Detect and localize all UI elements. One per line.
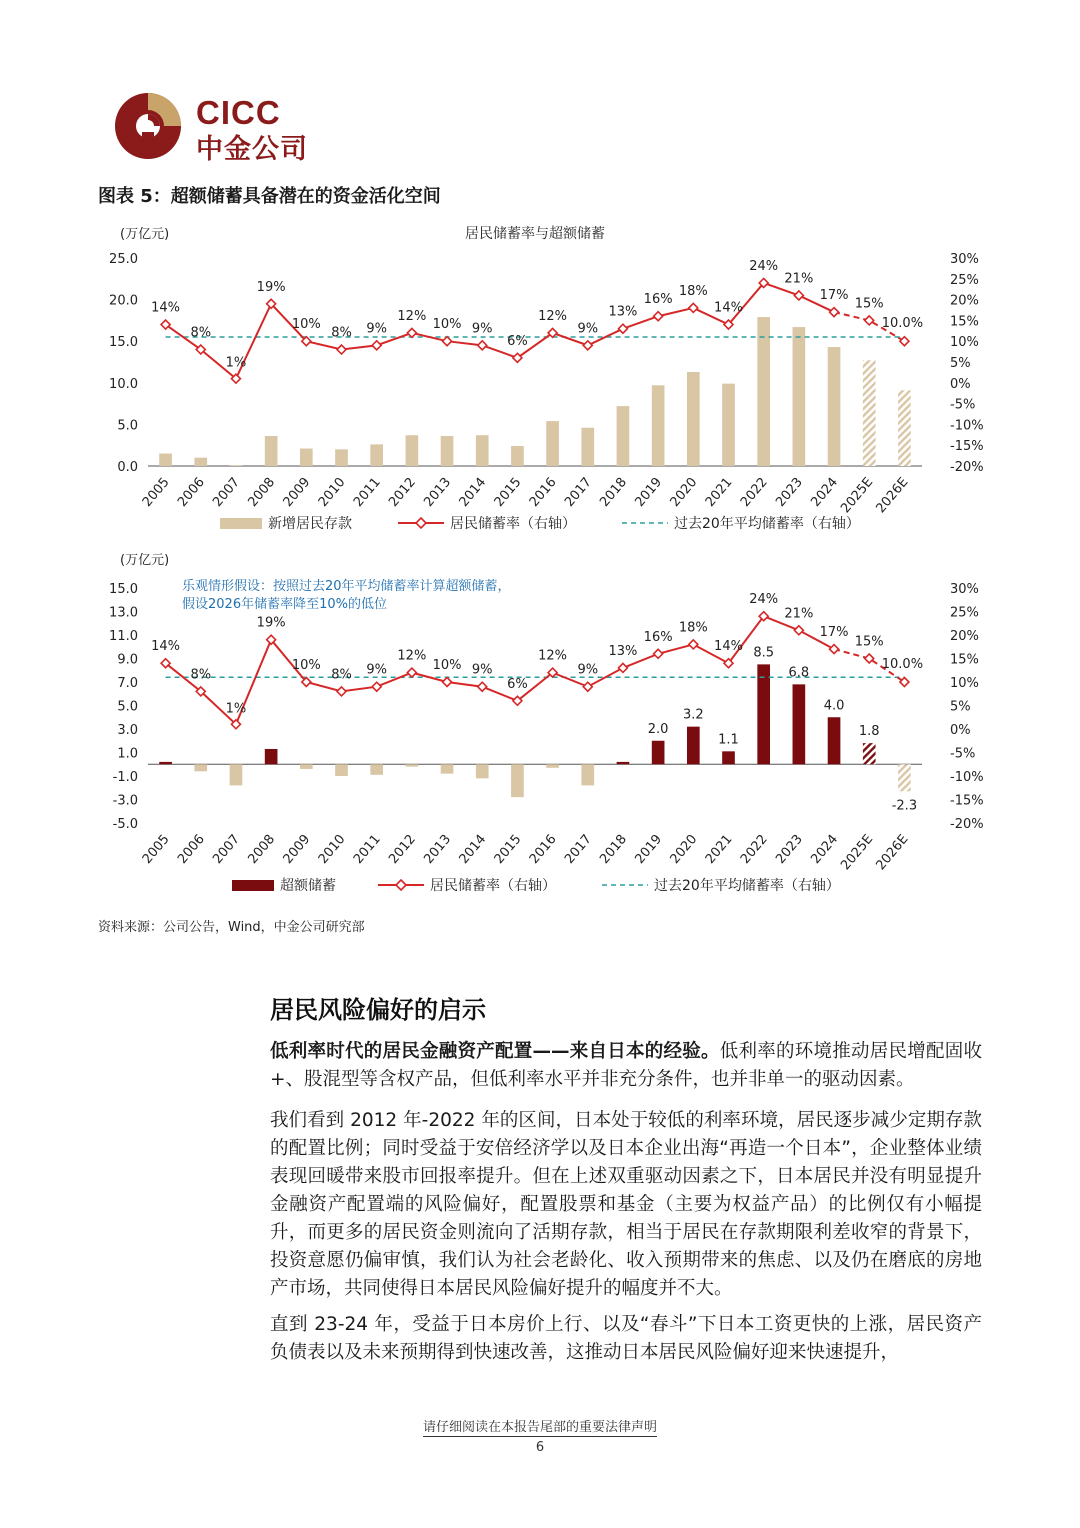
bar (546, 421, 559, 466)
y-axis-unit: (万亿元) (120, 227, 170, 242)
y-tick-label: 20.0 (109, 293, 138, 309)
x-tick-label: 2018 (597, 474, 631, 510)
savings-rate-point (407, 328, 416, 337)
savings-rate-label: 10.0% (881, 657, 924, 672)
savings-rate-label: 10.0% (881, 316, 924, 332)
bar (581, 764, 594, 785)
savings-rate-label: 14% (151, 639, 181, 655)
bar (335, 764, 348, 776)
savings-rate-label: 12% (397, 648, 427, 664)
y2-tick-label: 15% (950, 314, 979, 330)
bar (441, 764, 454, 773)
y2-tick-label: -5% (950, 397, 976, 413)
savings-rate-label: 16% (643, 629, 673, 645)
savings-rate-label: 12% (538, 308, 568, 324)
bar-data-label: 2.0 (647, 721, 669, 737)
savings-rate-point (618, 324, 627, 333)
savings-rate-label: 19% (256, 279, 286, 295)
legend-label-avg: 过去20年平均储蓄率（右轴） (654, 878, 840, 894)
savings-rate-label: 13% (608, 643, 638, 659)
y2-tick-label: 30% (950, 252, 979, 267)
x-tick-label: 2018 (597, 831, 631, 867)
x-tick-label: 2005 (139, 474, 173, 510)
bar-data-label: 1.8 (858, 724, 880, 740)
savings-rate-label: 17% (819, 625, 849, 641)
paragraph-1 (270, 1038, 982, 1094)
savings-rate-label: 8% (331, 667, 352, 683)
x-tick-label: 2014 (456, 831, 490, 867)
bar (687, 727, 700, 765)
savings-rate-label: 10% (432, 658, 462, 673)
legend-swatch-marker (396, 880, 406, 890)
y2-tick-label: -15% (950, 793, 984, 809)
savings-rate-label: 6% (507, 333, 528, 349)
bar (898, 764, 911, 791)
savings-rate-point (372, 341, 381, 350)
savings-rate-label: 15% (854, 296, 884, 312)
y2-tick-label: 15% (950, 652, 979, 668)
y-tick-label: 13.0 (109, 605, 138, 621)
x-tick-label: 2010 (315, 474, 349, 510)
y-tick-label: 10.0 (109, 376, 138, 392)
savings-rate-point (583, 341, 592, 350)
bar (194, 764, 207, 771)
y-tick-label: 15.0 (109, 582, 138, 597)
x-tick-label: 2024 (808, 474, 842, 510)
y2-tick-label: -15% (950, 439, 984, 455)
savings-rate-point (337, 345, 346, 354)
x-tick-label: 2010 (315, 831, 349, 867)
bar (828, 717, 841, 764)
savings-rate-point (830, 645, 839, 654)
savings-rate-label: 10% (432, 317, 462, 333)
savings-rate-label: 14% (714, 300, 743, 316)
bar (617, 406, 630, 466)
bar (476, 435, 489, 466)
legal-disclaimer-text: 请仔细阅读在本报告尾部的重要法律声明 (422, 1420, 657, 1435)
x-tick-label: 2009 (280, 831, 314, 867)
bar (335, 449, 348, 466)
savings-rate-label: 8% (190, 667, 212, 683)
y2-tick-label: -10% (950, 770, 984, 785)
savings-rate-label: 9% (366, 321, 387, 337)
savings-rate-label: 24% (749, 258, 779, 274)
savings-rate-label: 9% (577, 662, 599, 678)
x-tick-label: 2022 (737, 474, 771, 510)
y2-tick-label: 0% (950, 376, 971, 392)
x-tick-label: 2011 (350, 831, 384, 867)
savings-rate-chart (96, 220, 996, 545)
x-tick-label: 2025E (838, 474, 877, 517)
legend-swatch-bar (220, 518, 262, 529)
x-tick-label: 2025E (838, 831, 877, 874)
savings-rate-label: 9% (577, 321, 599, 337)
x-tick-label: 2008 (245, 831, 279, 867)
savings-rate-point (900, 337, 909, 346)
savings-rate-label: 17% (819, 288, 849, 304)
bar (863, 360, 876, 466)
x-tick-label: 2005 (139, 831, 173, 867)
savings-rate-label: 1% (225, 701, 247, 717)
y2-tick-label: 25% (950, 605, 979, 621)
y2-tick-label: -10% (950, 418, 984, 434)
bar (194, 458, 207, 466)
savings-rate-point (478, 682, 487, 691)
x-tick-label: 2013 (421, 831, 455, 867)
x-tick-label: 2013 (421, 474, 455, 510)
x-tick-label: 2007 (210, 474, 244, 510)
y2-tick-label: 0% (950, 723, 971, 738)
savings-rate-point (794, 626, 803, 635)
savings-rate-label: 21% (784, 271, 814, 287)
x-tick-label: 2012 (386, 474, 419, 510)
x-tick-label: 2016 (526, 474, 560, 510)
y2-tick-label: 20% (950, 293, 979, 309)
y2-tick-label: 20% (950, 629, 979, 644)
bar (687, 372, 700, 466)
bar-data-label: 1.1 (718, 732, 739, 748)
bar (617, 762, 630, 764)
savings-rate-point (372, 682, 381, 691)
y-tick-label: -3.0 (112, 793, 138, 809)
x-tick-label: 2016 (526, 831, 560, 867)
savings-rate-point (407, 668, 416, 677)
bar (863, 743, 876, 764)
legend-swatch-bar (232, 880, 274, 891)
savings-rate-label: 9% (366, 662, 387, 678)
savings-rate-point (689, 640, 698, 649)
savings-rate-label: 8% (190, 325, 212, 341)
savings-rate-label: 1% (225, 355, 247, 371)
savings-rate-label: 12% (397, 308, 427, 324)
y2-tick-label: -20% (950, 817, 984, 832)
x-tick-label: 2017 (562, 831, 595, 867)
savings-rate-label: 15% (854, 634, 884, 650)
y-tick-label: -1.0 (112, 770, 138, 785)
bar (828, 347, 841, 466)
x-tick-label: 2017 (562, 474, 595, 510)
x-tick-label: 2024 (808, 831, 842, 867)
x-tick-label: 2023 (773, 831, 806, 867)
x-tick-label: 2021 (702, 474, 736, 510)
bar (406, 764, 419, 766)
x-tick-label: 2026E (873, 831, 912, 874)
savings-rate-point (443, 337, 452, 346)
savings-rate-point (478, 341, 487, 350)
savings-rate-point (337, 687, 346, 696)
savings-rate-point (689, 303, 698, 312)
savings-rate-point (654, 312, 663, 321)
savings-rate-point (830, 308, 839, 317)
legend-label-avg: 过去20年平均储蓄率（右轴） (674, 516, 860, 532)
bar (511, 446, 524, 466)
savings-rate-label: 6% (507, 676, 528, 692)
x-tick-label: 2007 (210, 831, 244, 867)
bar (793, 684, 806, 764)
legend-swatch-marker (416, 518, 426, 528)
x-tick-label: 2011 (350, 474, 384, 510)
paragraph-1-lead: 低利率时代的居民金融资产配置——来自日本的经验。 (270, 1041, 720, 1062)
y2-tick-label: 25% (950, 272, 979, 288)
savings-rate-label: 21% (784, 606, 814, 622)
y-tick-label: 11.0 (109, 629, 138, 644)
paragraph-3: 直到 23-24 年，受益于日本房价上行、以及“春斗”下日本工资更快的上涨，居民资产负债表以及未来预期得到快速改善，这推动日本居民风险偏好迎来快速提升， (270, 1314, 982, 1363)
savings-rate-label: 10% (291, 658, 321, 673)
chart-title: 居民储蓄率与超额储蓄 (465, 226, 605, 242)
logo-text-cn: 中金公司 (196, 134, 308, 165)
x-tick-label: 2009 (280, 474, 314, 510)
page-number: 6 (535, 1440, 545, 1455)
legend-label-bar: 新增居民存款 (268, 516, 352, 532)
savings-rate-point (865, 316, 874, 325)
legend-label-line: 居民储蓄率（右轴） (430, 878, 556, 894)
bar (511, 764, 524, 797)
savings-rate-label: 10% (291, 317, 321, 333)
x-tick-label: 2023 (773, 474, 806, 510)
bar (441, 436, 454, 466)
x-tick-label: 2006 (175, 831, 208, 867)
savings-rate-point (654, 649, 663, 658)
bar (793, 327, 806, 466)
savings-rate-label: 8% (331, 325, 352, 341)
y2-tick-label: 10% (950, 676, 979, 691)
x-tick-label: 2021 (702, 831, 736, 867)
y-tick-label: 9.0 (117, 652, 138, 668)
scenario-annotation: 假设2026年储蓄率降至10%的低位 (182, 597, 387, 612)
savings-rate-point (583, 682, 592, 691)
bar (265, 436, 278, 466)
x-tick-label: 2015 (491, 474, 525, 510)
figure-title: 图表 5：超额储蓄具备潜在的资金活化空间 (98, 186, 441, 207)
bar-data-label: 4.0 (823, 698, 845, 714)
x-tick-label: 2026E (873, 474, 912, 517)
savings-rate-label: 18% (678, 283, 708, 299)
bar (159, 762, 172, 764)
y2-tick-label: -5% (950, 746, 976, 762)
paragraph-2: 我们看到 2012 年-2022 年的区间，日本处于较低的利率环境，居民逐步减少定期存款的配置比例；同时受益于安倍经济学以及日本企业出海“再造一个日本”，企业整体业绩表现回暖带来股市回报率提升。但在上述双重驱动因素之下，日本居民并没有明显提升金融资产配置端的风险偏好，配置股票和基金（主要为权益产品）的比例仅有小幅提升，而更多的居民资金则流向了活期存款，相当于居民在存款期限利差收窄的背景下，投资意愿仍偏审慎，我们认为社会老龄化、收入预期带来的焦虑、以及仍在磨底的房地产市场，共同使得日本居民风险偏好提升的幅度并不大。 (270, 1110, 982, 1299)
y-tick-label: 5.0 (117, 418, 138, 434)
bar (757, 317, 770, 466)
x-tick-label: 2022 (737, 831, 771, 867)
bar (406, 435, 419, 466)
x-tick-label: 2019 (632, 831, 666, 867)
bar (230, 764, 243, 785)
savings-rate-label: 16% (643, 292, 673, 308)
bar-data-label: 6.8 (788, 665, 810, 681)
bar-data-label: -2.3 (891, 798, 918, 814)
scenario-annotation: 乐观情形假设：按照过去20年平均储蓄率计算超额储蓄， (182, 579, 511, 594)
y2-tick-label: 5% (950, 699, 971, 715)
y2-tick-label: 30% (950, 582, 979, 597)
bar (476, 764, 489, 778)
savings-rate-label: 12% (538, 648, 568, 664)
logo-text-en: CICC (196, 94, 281, 131)
bar-data-label: 8.5 (753, 645, 775, 661)
x-tick-label: 2014 (456, 474, 490, 510)
bar (300, 449, 313, 466)
y-tick-label: 1.0 (117, 746, 138, 762)
savings-rate-line (166, 283, 834, 379)
bar (898, 390, 911, 466)
bar-data-label: 3.2 (682, 707, 704, 723)
bar (300, 764, 313, 769)
y2-tick-label: -20% (950, 460, 984, 475)
savings-rate-label: 19% (256, 615, 286, 631)
bar (546, 764, 559, 768)
excess-savings-chart (96, 548, 996, 898)
y-tick-label: 0.0 (117, 460, 138, 475)
bar (230, 465, 243, 466)
y-tick-label: 25.0 (109, 252, 138, 267)
y-tick-label: 5.0 (117, 699, 138, 715)
bar (652, 385, 665, 466)
x-tick-label: 2012 (386, 831, 419, 867)
figure-source: 资料来源：公司公告，Wind，中金公司研究部 (98, 920, 365, 935)
bar (265, 749, 278, 764)
legend-label-line: 居民储蓄率（右轴） (450, 516, 576, 532)
savings-rate-point (443, 678, 452, 687)
x-tick-label: 2019 (632, 474, 666, 510)
savings-rate-label: 24% (749, 592, 779, 608)
y2-tick-label: 10% (950, 335, 979, 351)
x-tick-label: 2008 (245, 474, 279, 510)
savings-rate-point (618, 663, 627, 672)
x-tick-label: 2020 (667, 831, 701, 867)
savings-rate-label: 14% (714, 639, 743, 655)
bar (370, 764, 383, 775)
x-tick-label: 2020 (667, 474, 701, 510)
savings-rate-point (794, 291, 803, 300)
paragraph-1-body: 低利率的环境推动居民增配固收+、股混型等含权产品，但低利率水平并非充分条件，也并非单一的驱动因素。 (270, 1041, 982, 1090)
bar (581, 428, 594, 466)
y-tick-label: -5.0 (112, 817, 138, 832)
savings-rate-label: 9% (471, 662, 493, 678)
bar (159, 454, 172, 466)
savings-rate-label: 13% (608, 304, 638, 320)
savings-rate-label: 18% (678, 620, 708, 636)
x-tick-label: 2015 (491, 831, 525, 867)
savings-rate-line (166, 616, 834, 724)
bar (722, 751, 735, 764)
y-tick-label: 15.0 (109, 335, 138, 351)
x-tick-label: 2006 (175, 474, 208, 510)
y-axis-unit: (万亿元) (120, 553, 170, 568)
y2-tick-label: 5% (950, 356, 971, 371)
savings-rate-label: 14% (151, 300, 181, 316)
bar (757, 664, 770, 764)
legal-disclaimer (0, 1416, 1080, 1435)
legend-label-bar: 超额储蓄 (280, 878, 336, 894)
bar (722, 384, 735, 466)
bar (370, 444, 383, 466)
y-tick-label: 3.0 (117, 723, 138, 738)
savings-rate-label: 9% (471, 321, 493, 337)
y-tick-label: 7.0 (117, 676, 138, 691)
section-title: 居民风险偏好的启示 (270, 996, 486, 1024)
bar (652, 741, 665, 765)
